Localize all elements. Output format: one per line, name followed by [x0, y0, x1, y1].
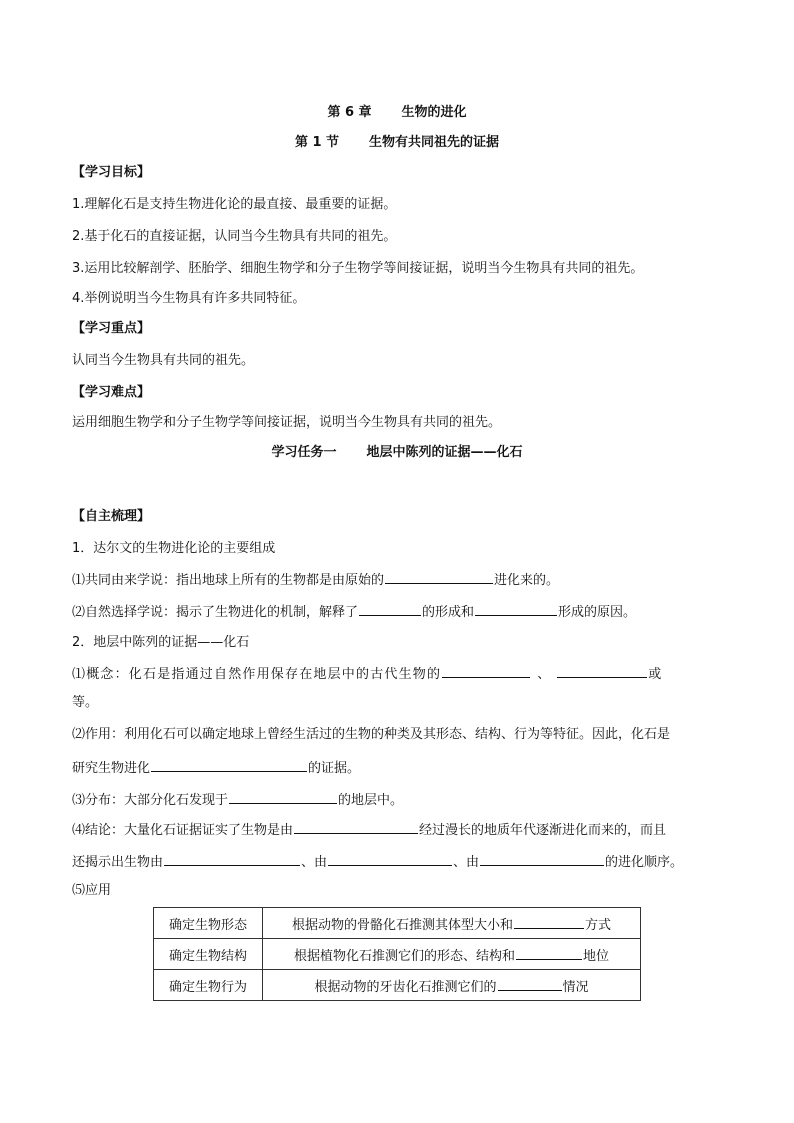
- chapter-title: [0, 104, 794, 122]
- table-row: [154, 908, 641, 939]
- answer-blank[interactable]: [359, 602, 421, 616]
- task1-name: 地层中陈列的证据——化石: [366, 445, 523, 460]
- table-key: 确定生物形态: [154, 908, 263, 939]
- answer-blank[interactable]: [328, 852, 452, 866]
- section-name: 生物有共同祖先的证据: [369, 135, 500, 150]
- table-row: [154, 970, 641, 1001]
- answer-blank[interactable]: [151, 758, 307, 772]
- section1-title: 1．达尔文的生物进化论的主要组成: [72, 541, 276, 556]
- concept-end: 等。: [72, 695, 99, 710]
- answer-blank[interactable]: [514, 915, 584, 929]
- answer-blank[interactable]: [294, 820, 418, 834]
- self-study-heading: 【自主梳理】: [72, 509, 151, 524]
- application-title: ⑸应用: [72, 883, 112, 898]
- answer-blank[interactable]: [480, 852, 604, 866]
- objectives-heading: 【学习目标】: [72, 165, 151, 180]
- answer-blank[interactable]: [229, 790, 337, 804]
- key-point-heading: 【学习重点】: [72, 321, 151, 336]
- answer-blank[interactable]: [442, 664, 530, 678]
- task1-label: 学习任务一: [271, 445, 337, 460]
- key-point-text: 认同当今生物具有共同的祖先。: [72, 353, 255, 368]
- table-key: 确定生物行为: [154, 970, 263, 1001]
- table-value: 根据动物的骨骼化石推测其体型大小和 方式: [263, 908, 641, 939]
- concept-line: ⑴概念：化石是指通过自然作用保存在地层中的古代生物的 、 或: [72, 664, 661, 684]
- answer-blank[interactable]: [164, 852, 300, 866]
- common-descent-line: ⑴共同由来学说：指出地球上所有的生物都是由原始的 进化来的。: [72, 570, 559, 590]
- table-value: 根据动物的牙齿化石推测它们的 情况: [263, 970, 641, 1001]
- chapter-number: 第 6 章: [327, 105, 372, 120]
- task1-title: [0, 444, 794, 462]
- conclusion-line: ⑷结论：大量化石证据证实了生物是由 经过漫长的地质年代逐渐进化而来的，而且: [72, 820, 666, 840]
- section2-title: 2．地层中陈列的证据——化石: [72, 635, 250, 650]
- section-number: 第 1 节: [294, 135, 340, 150]
- objective-item: 2.基于化石的直接证据，认同当今生物具有共同的祖先。: [72, 229, 397, 244]
- answer-blank[interactable]: [498, 977, 562, 991]
- answer-blank[interactable]: [385, 570, 493, 584]
- objective-item: 1.理解化石是支持生物进化论的最直接、最重要的证据。: [72, 197, 397, 212]
- difficulty-heading: 【学习难点】: [72, 385, 151, 400]
- chapter-name: 生物的进化: [401, 105, 467, 120]
- answer-blank[interactable]: [475, 602, 557, 616]
- answer-blank[interactable]: [557, 664, 647, 678]
- conclusion-line-2: 还揭示出生物由 、由 、由 的进化顺序。: [72, 852, 683, 872]
- table-key: 确定生物结构: [154, 939, 263, 970]
- natural-selection-line: ⑵自然选择学说：揭示了生物进化的机制，解释了 的形成和 形成的原因。: [72, 602, 636, 622]
- objective-item: 3.运用比较解剖学、胚胎学、细胞生物学和分子生物学等间接证据，说明当今生物具有共同的祖先。: [72, 261, 644, 276]
- difficulty-text: 运用细胞生物学和分子生物学等间接证据，说明当今生物具有共同的祖先。: [72, 415, 502, 430]
- section-title: [0, 134, 794, 152]
- function-line: ⑵作用：利用化石可以确定地球上曾经生活过的生物的种类及其形态、结构、行为等特征。因此，化石是: [72, 727, 671, 742]
- table-value: 根据植物化石推测它们的形态、结构和 地位: [263, 939, 641, 970]
- answer-blank[interactable]: [516, 946, 582, 960]
- table-row: [154, 939, 641, 970]
- objective-item: 4.举例说明当今生物具有许多共同特征。: [72, 291, 306, 306]
- distribution-line: ⑶分布：大部分化石发现于 的地层中。: [72, 790, 403, 810]
- function-line-2: 研究生物进化 的证据。: [72, 758, 360, 778]
- application-table: [153, 907, 641, 1001]
